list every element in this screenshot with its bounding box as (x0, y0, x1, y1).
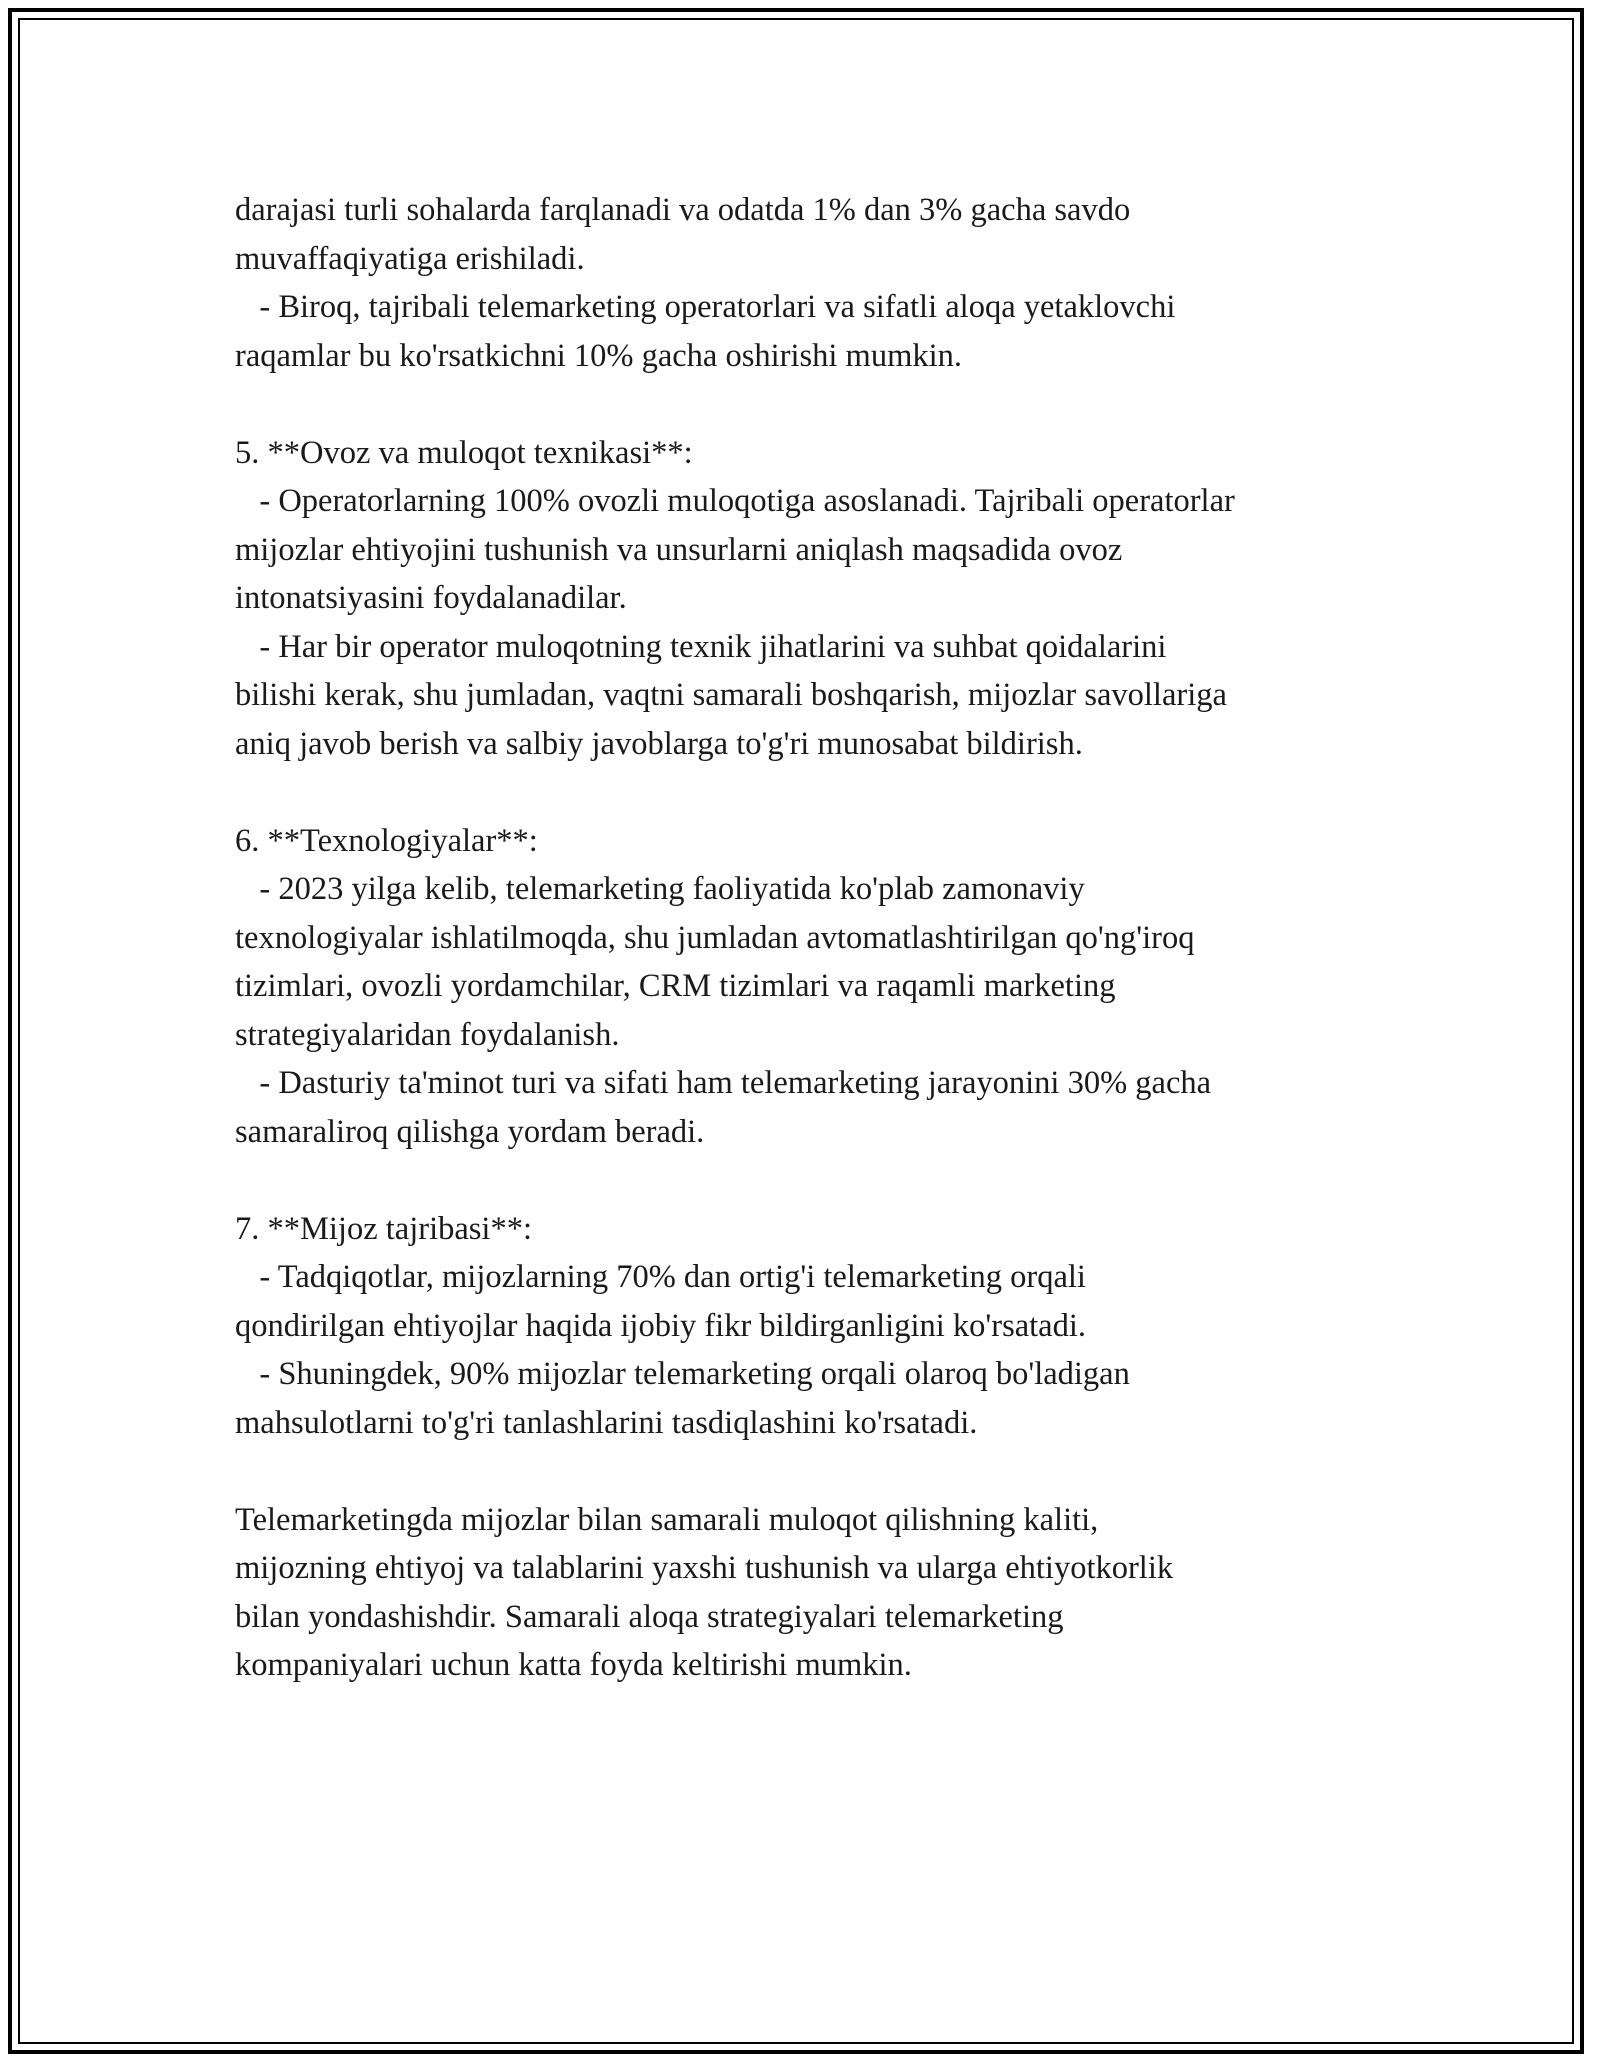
paragraph-gap (235, 380, 1375, 429)
text-line: strategiyalaridan foydalanish. (235, 1016, 620, 1053)
text-line: kompaniyalari uchun katta foyda keltirishi mumkin. (235, 1647, 912, 1683)
text-line: bilishi kerak, shu jumladan, vaqtni samarali boshqarish, mijozlar savollariga (235, 677, 1227, 713)
text-line: qondirilgan ehtiyojlar haqida ijobiy fikr bildirganligini ko'rsatadi. (235, 1307, 1086, 1344)
text-line: - Dasturiy ta'minot turi va sifati ham telemarketing jarayonini 30% gacha (235, 1065, 1212, 1101)
text-line: tizimlari, ovozli yordamchilar, CRM tizimlari va raqamli marketing (235, 968, 1116, 1004)
paragraph-continuation (235, 186, 1375, 380)
text-line: - Shuningdek, 90% mijozlar telemarketing orqali olaroq bo'ladigan (235, 1356, 1130, 1392)
paragraph-gap (235, 1156, 1375, 1205)
paragraph-gap (235, 768, 1375, 817)
text-line: texnologiyalar ishlatilmoqda, shu jumladan avtomatlashtirilgan qo'ng'iroq (235, 919, 1195, 956)
section-voice-communication (235, 429, 1375, 769)
paragraph-conclusion (235, 1496, 1375, 1690)
text-line: mijozlar ehtiyojini tushunish va unsurlarni aniqlash maqsadida ovoz (235, 531, 1123, 568)
text-line: raqamlar bu ko'rsatkichni 10% gacha oshirishi mumkin. (235, 337, 963, 374)
text-line: - Har bir operator muloqotning texnik jihatlarini va suhbat qoidalarini (235, 628, 1167, 665)
section-heading: 5. **Ovoz va muloqot texnikasi**: (235, 434, 693, 471)
section-technologies (235, 817, 1375, 1157)
text-line: mahsulotlarni to'g'ri tanlashlarini tasdiqlashini ko'rsatadi. (235, 1404, 978, 1441)
text-line: samaraliroq qilishga yordam beradi. (235, 1113, 705, 1150)
text-line: mijozning ehtiyoj va talablarini yaxshi tushunish va ularga ehtiyotkorlik (235, 1550, 1174, 1586)
text-line: - Operatorlarning 100% ovozli muloqotiga asoslanadi. Tajribali operatorlar (235, 483, 1235, 519)
text-line: bilan yondashishdir. Samarali aloqa strategiyalari telemarketing (235, 1598, 1064, 1635)
text-line: - Tadqiqotlar, mijozlarning 70% dan ortig'i telemarketing orqali (235, 1259, 1086, 1295)
text-line: - Biroq, tajribali telemarketing operatorlari va sifatli aloqa yetaklovchi (235, 289, 1176, 325)
section-heading: 6. **Texnologiyalar**: (235, 822, 538, 859)
text-line: darajasi turli sohalarda farqlanadi va odatda 1% dan 3% gacha savdo (235, 192, 1131, 228)
text-line: aniq javob berish va salbiy javoblarga to'g'ri munosabat bildirish. (235, 725, 1083, 762)
text-line: Telemarketingda mijozlar bilan samarali muloqot qilishning kaliti, (235, 1501, 1099, 1538)
document-body (235, 186, 1375, 1690)
text-line: muvaffaqiyatiga erishiladi. (235, 240, 585, 277)
text-line: intonatsiyasini foydalanadilar. (235, 580, 627, 616)
text-line: - 2023 yilga kelib, telemarketing faoliyatida ko'plab zamonaviy (235, 871, 1085, 907)
section-customer-experience (235, 1205, 1375, 1448)
section-heading: 7. **Mijoz tajribasi**: (235, 1210, 532, 1247)
paragraph-gap (235, 1447, 1375, 1496)
